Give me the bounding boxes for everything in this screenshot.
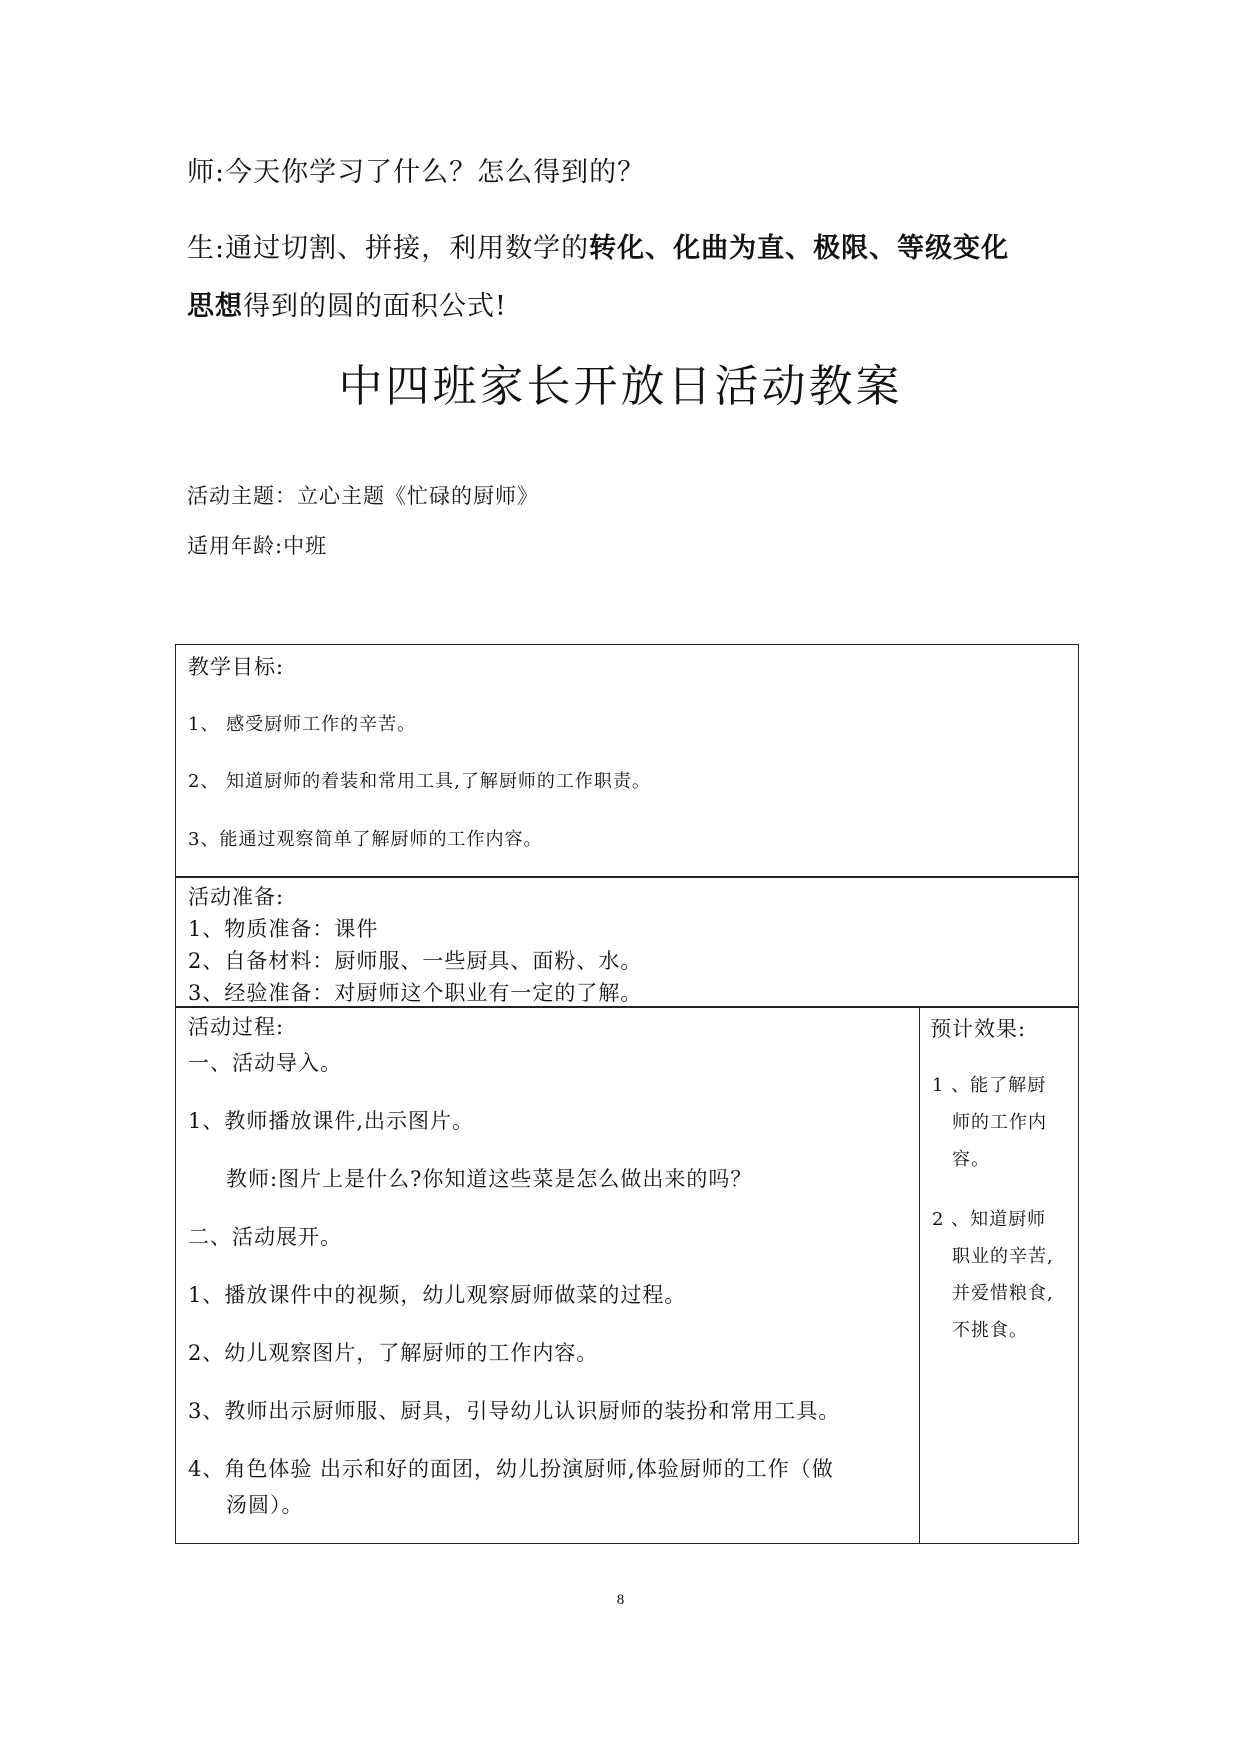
document-title: 中四班家长开放日活动教案 [338,361,903,412]
process-line: 1、播放课件中的视频，幼儿观察厨师做菜的过程。 [188,1283,687,1307]
process-line: 1、教师播放课件,出示图片。 [188,1109,475,1133]
process-line: 2、幼儿观察图片，了解厨师的工作内容。 [188,1341,599,1365]
process-line: 二、活动展开。 [188,1225,342,1249]
student-answer-line2 [187,284,507,323]
process-line: 3、教师出示厨师服、厨具，引导幼儿认识厨师的装扮和常用工具。 [188,1399,841,1423]
process-line: 一、活动导入。 [188,1051,342,1075]
effect-line: 不挑食。 [952,1320,1028,1341]
goals-heading: 教学目标: [188,655,285,679]
teacher-question: 师:今天你学习了什么？怎么得到的？ [187,157,646,188]
preparation-item: 1、物质准备：课件 [188,917,379,941]
preparation-item: 2、自备材料：厨师服、一些厨具、面粉、水。 [188,949,643,973]
activity-theme: 活动主题：立心主题《忙碌的厨师》 [187,484,539,508]
goal-item: 2、 知道厨师的着装和常用工具,了解厨师的工作职责。 [188,771,651,792]
effect-heading: 预计效果: [930,1017,1027,1041]
process-row [175,1006,1079,1544]
student-answer-suffix: 得到的圆的面积公式! [243,291,507,322]
process-line: 4、角色体验 出示和好的面团，幼儿扮演厨师,体验厨师的工作（做 [188,1457,834,1481]
page-number: 8 [616,1592,625,1608]
process-line: 教师:图片上是什么?你知道这些菜是怎么做出来的吗？ [226,1167,753,1191]
effect-line: 师的工作内 [952,1112,1047,1133]
column-divider [919,1007,920,1543]
preparation-heading: 活动准备: [188,885,285,909]
effect-line: 职业的辛苦, [952,1246,1054,1267]
preparation-cell [175,876,1079,1008]
student-answer-bold-thought: 思想 [187,291,243,322]
student-answer-bold-concepts: 转化、化曲为直、极限、等级变化 [589,233,1010,264]
goal-item: 1、 感受厨师工作的辛苦。 [188,714,417,735]
preparation-item: 3、经验准备：对厨师这个职业有一定的了解。 [188,981,643,1005]
process-line: 汤圆）。 [226,1493,304,1517]
effect-line: 并爱惜粮食, [952,1283,1054,1304]
effect-line: 1 、能了解厨 [932,1075,1047,1096]
effect-line: 2 、知道厨师 [932,1209,1047,1230]
goal-item: 3、能通过观察简单了解厨师的工作内容。 [188,829,543,850]
applicable-age: 适用年龄:中班 [187,534,328,558]
student-answer-line1 [187,226,1009,265]
student-answer-prefix: 生:通过切割、拼接，利用数学的 [187,233,590,264]
process-heading: 活动过程: [188,1015,285,1039]
effect-line: 容。 [952,1149,990,1170]
goals-cell [175,644,1079,878]
